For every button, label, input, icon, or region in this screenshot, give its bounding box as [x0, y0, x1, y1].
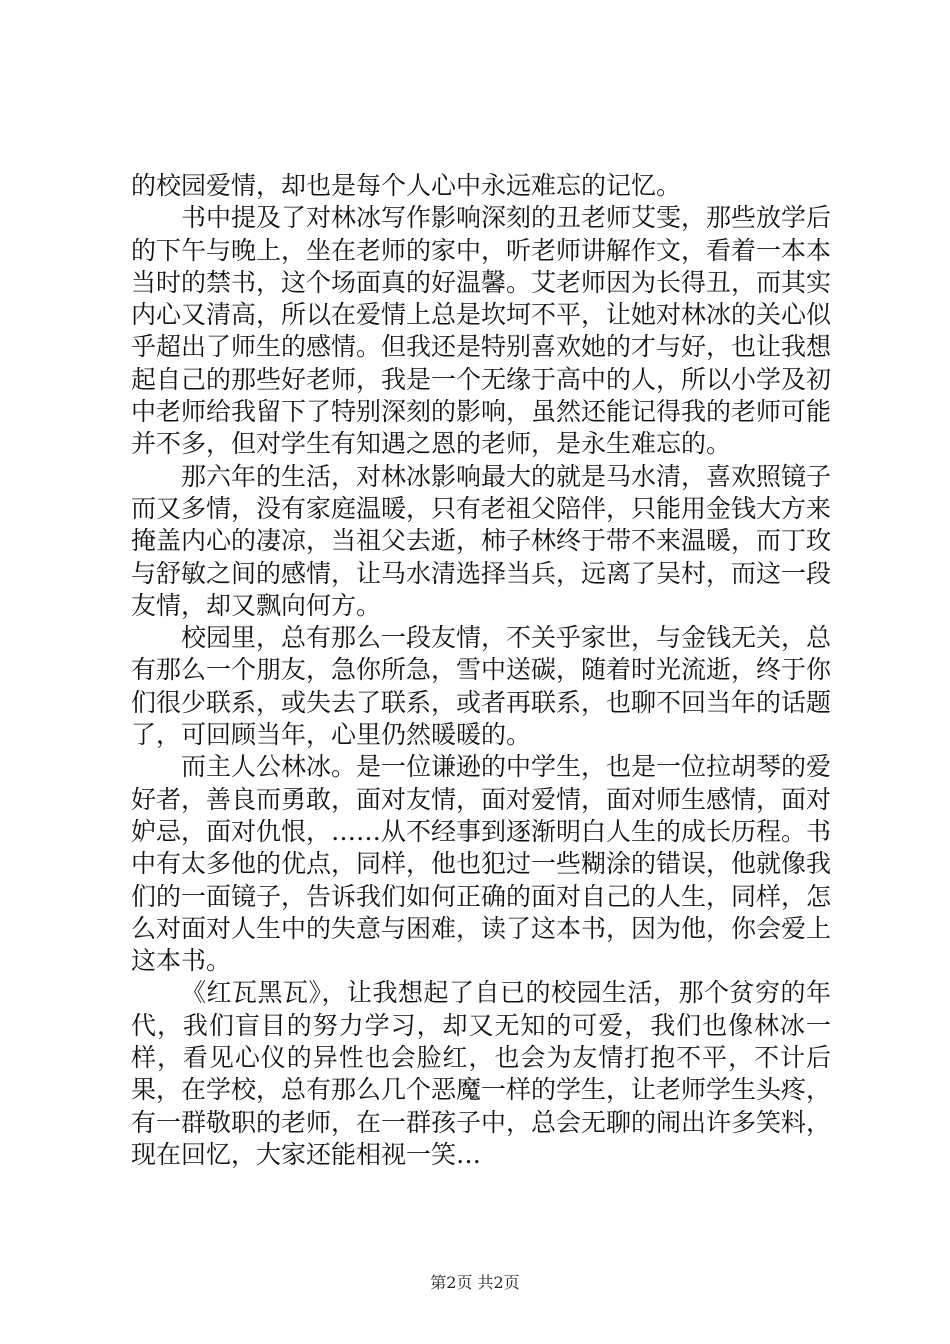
body-text	[131, 170, 831, 1171]
paragraph-6: 《红瓦黑瓦》，让我想起了自已的校园生活，那个贫穷的年代，我们盲目的努力学习，却又无知的可爱，我们也像林冰一样，看见心仪的异性也会脸红，也会为友情打抱不平，不计后果，在学校，总有那么几个恶魔一样的学生，让老师学生头疼，有一群敬职的老师，在一群孩子中，总会无聊的闹出许多笑料，现在回忆，大家还能相视一笑…	[131, 978, 832, 1169]
paragraph-1: 的校园爱情，却也是每个人心中永远难忘的记忆。	[131, 171, 682, 200]
paragraph-4: 校园里，总有那么一段友情，不关乎家世，与金钱无关，总有那么一个朋友，急你所急，雪中送碳，随着时光流逝，终于你们很少联系，或失去了联系，或者再联系，也聊不回当年的话题了，可回顾当年，心里仍然暖暖的。	[131, 623, 832, 750]
page-number-footer: 第2页 共2页	[430, 1273, 520, 1292]
paragraph-3: 那六年的生活，对林冰影响最大的就是马水清，喜欢照镜子而又多情，没有家庭温暖，只有老祖父陪伴，只能用金钱大方来掩盖内心的凄凉，当祖父去逝，柿子林终于带不来温暖，而丁玫与舒敏之间的感情，让马水清选择当兵，远离了吴村，而这一段友情，却又飘向何方。	[131, 461, 832, 620]
paragraph-2: 书中提及了对林冰写作影响深刻的丑老师艾雯，那些放学后的下午与晚上，坐在老师的家中，听老师讲解作文，看着一本本当时的禁书，这个场面真的好温馨。艾老师因为长得丑，而其实内心又清高，所以在爱情上总是坎坷不平，让她对林冰的关心似乎超出了师生的感情。但我还是特别喜欢她的才与好，也让我想起自己的那些好老师，我是一个无缘于高中的人，所以小学及初中老师给我留下了特别深刻的影响，虽然还能记得我的老师可能并不多，但对学生有知遇之恩的老师，是永生难忘的。	[131, 203, 832, 459]
paragraph-5: 而主人公林冰。是一位谦逊的中学生，也是一位拉胡琴的爱好者，善良而勇敢，面对友情，面对爱情，面对师生感情，面对妒忌，面对仇恨，……从不经事到逐渐明白人生的成长历程。书中有太多他的优点，同样，他也犯过一些糊涂的错误，他就像我们的一面镜子，告诉我们如何正确的面对自己的人生，同样，怎么对面对人生中的失意与困难，读了这本书，因为他，你会爱上这本书。	[131, 752, 832, 976]
